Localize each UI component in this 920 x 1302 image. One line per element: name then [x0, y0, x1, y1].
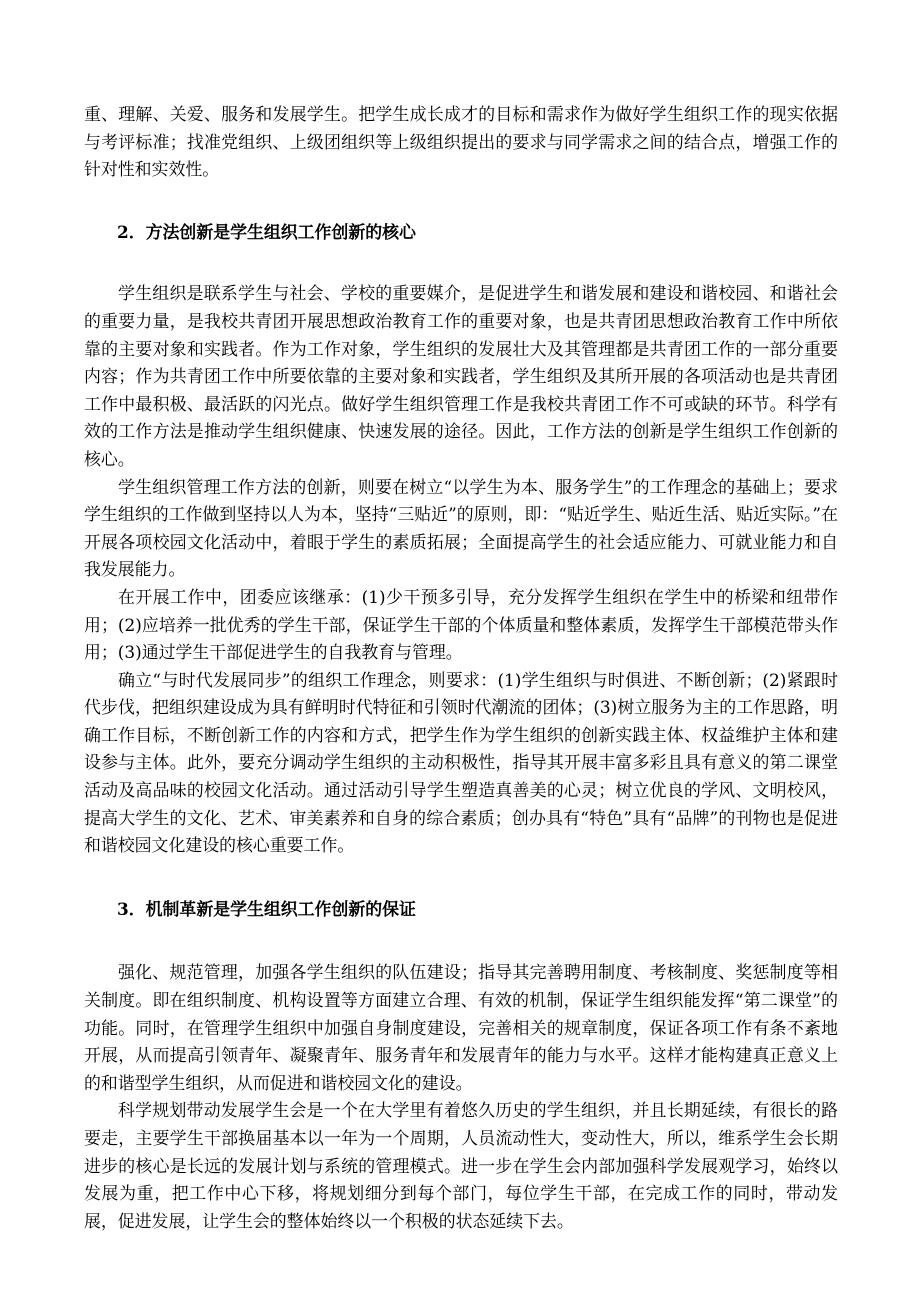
body-paragraph: 科学规划带动发展学生会是一个在大学里有着悠久历史的学生组织，并且长期延续，有很长的路要走，主要学生干部换届基本以一年为一个周期，人员流动性大，变动性大，所以，维系学生会长期进步的核心是长远的发展计划与系统的管理模式。进一步在学生会内部加强科学发展观学习，始终以发展为重，把工作中心下移，将规划细分到每个部门，每位学生干部，在完成工作的同时，带动发展，促进发展，让学生会的整体始终以一个积极的状态延续下去。	[84, 1100, 838, 1231]
document-page	[84, 101, 838, 1235]
body-paragraph: 确立“与时代发展同步”的组织工作理念，则要求：(1)学生组织与时俱进、不断创新；(2)紧跟时代步伐，把组织建设成为具有鲜明时代特征和引领时代潮流的团体；(3)树立服务为主的工作思路，明确工作目标，不断创新工作的内容和方式，把学生作为学生组织的创新实践主体、权益维护主体和建设参与主体。此外，要充分调动学生组织的主动积极性，指导其开展丰富多彩且具有意义的第二课堂活动及高品味的校园文化活动。通过活动引导学生塑造真善美的心灵；树立优良的学风、文明校风，提高大学生的文化、艺术、审美素养和自身的综合素质；创办具有“特色”具有“品牌”的刊物也是促进和谐校园文化建设的核心重要工作。	[84, 669, 838, 856]
section-body-mechanism-reform	[84, 959, 838, 1235]
body-paragraph: 强化、规范管理，加强各学生组织的队伍建设；指导其完善聘用制度、考核制度、奖惩制度等相关制度。即在组织制度、机构设置等方面建立合理、有效的机制，保证学生组织能发挥“第二课堂”的功能。同时，在管理学生组织中加强自身制度建设，完善相关的规章制度，保证各项工作有条不紊地开展，从而提高引领青年、凝聚青年、服务青年和发展青年的能力与水平。这样才能构建真正意义上的和谐型学生组织，从而促进和谐校园文化的建设。	[84, 962, 838, 1093]
body-paragraph: 在开展工作中，团委应该继承：(1)少干预多引导，充分发挥学生组织在学生中的桥梁和纽带作用；(2)应培养一批优秀的学生干部，保证学生干部的个体质量和整体素质，发挥学生干部模范带头作用；(3)通过学生干部促进学生的自我教育与管理。	[84, 586, 838, 663]
body-paragraph: 学生组织管理工作方法的创新，则要在树立“以学生为本、服务学生”的工作理念的基础上；要求学生组织的工作做到坚持以人为本，坚持“三贴近”的原则，即：“贴近学生、贴近生活、贴近实际。”在开展各项校园文化活动中，着眼于学生的素质拓展；全面提高学生的社会适应能力、可就业能力和自我发展能力。	[84, 476, 838, 580]
section-heading-mechanism-reform: 3．机制革新是学生组织工作创新的保证	[117, 898, 416, 919]
body-paragraph: 学生组织是联系学生与社会、学校的重要媒介，是促进学生和谐发展和建设和谐校园、和谐社会的重要力量，是我校共青团开展思想政治教育工作的重要对象，也是共青团思想政治教育工作中所依靠的主要对象和实践者。作为工作对象，学生组织的发展壮大及其管理都是共青团工作的一部分重要内容；作为共青团工作中所要依靠的主要对象和实践者，学生组织及其所开展的各项活动也是共青团工作中最积极、最活跃的闪光点。做好学生组织管理工作是我校共青团工作不可或缺的环节。科学有效的工作方法是推动学生组织健康、快速发展的途径。因此，工作方法的创新是学生组织工作创新的核心。	[84, 283, 838, 469]
section-heading-method-innovation: 2．方法创新是学生组织工作创新的核心	[117, 221, 416, 242]
intro-paragraph: 重、理解、关爱、服务和发展学生。把学生成长成才的目标和需求作为做好学生组织工作的现实依据与考评标准；找准党组织、上级团组织等上级组织提出的要求与同学需求之间的结合点，增强工作的针对性和实效性。	[84, 104, 838, 180]
section-body-method-innovation	[84, 280, 838, 859]
